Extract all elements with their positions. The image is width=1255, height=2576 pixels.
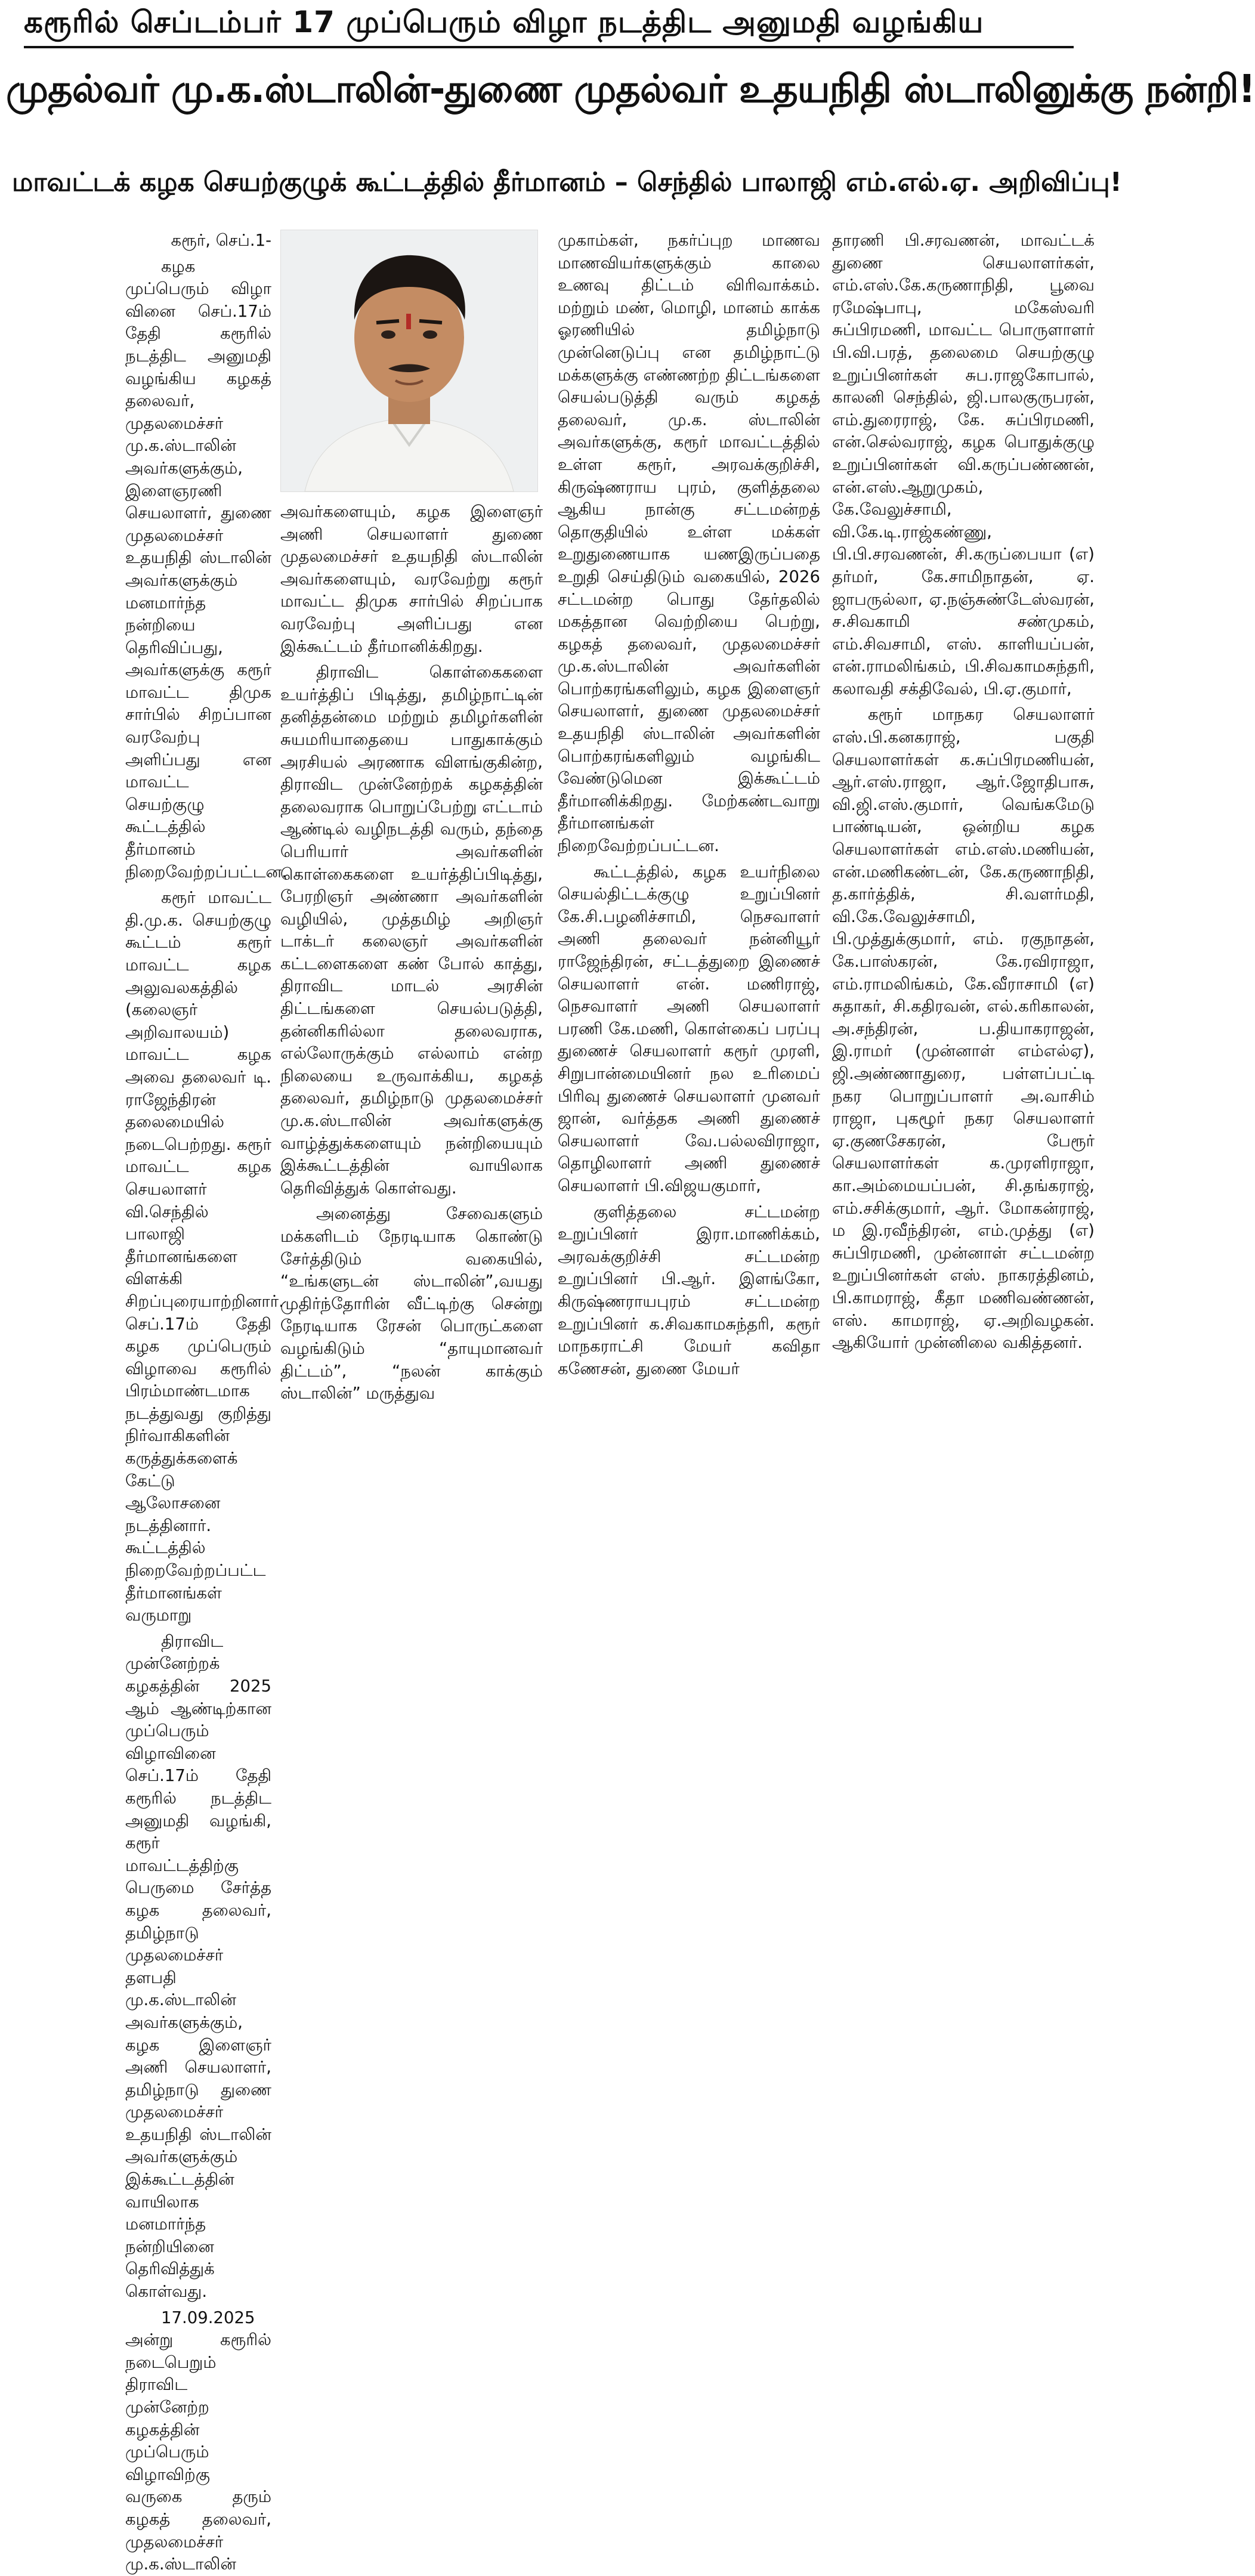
main-headline: முதல்வர் மு.க.ஸ்டாலின்-துணை முதல்வர் உதயநிதி ஸ்டாலினுக்கு நன்றி! [6,67,1255,112]
paragraph: அவர்களையும், கழக இளைஞர் அணி செயலாளர் துணை முதலமைச்சர் உதயநிதி ஸ்டாலின் அவர்களையும், வரவேற்று கரூர் மாவட்ட திமுக சார்பில் சிறப்பாக வரவேற்பு அளிப்பது என இக்கூட்டம் தீர்மானிக்கிறது. [280,502,543,656]
paragraph: குளித்தலை சட்டமன்ற உறுப்பினர் இரா.மாணிக்கம், அரவக்குறிச்சி சட்டமன்ற உறுப்பினர் பி.ஆர். இளங்கோ, கிருஷ்ணராயபுரம் சட்டமன்ற உறுப்பினர் க.சிவகாமசுந்தரி, கரூர் மாநகராட்சி மேயர் கவிதா கணேசன், துணை மேயர் [558,1202,820,1378]
paragraph: முகாம்கள், நகர்ப்புற மாணவ மாணவியர்களுக்கும் காலை உணவு திட்டம் விரிவாக்கம். மற்றும் மண், மொழி, மானம் காக்க ஓரணியில் தமிழ்நாடு முன்னெடுப்பு என தமிழ்நாட்டு மக்களுக்கு எண்ணற்ற திட்டங்களை செயல்படுத்தி வரும் கழகத் தலைவர், மு.க. ஸ்டாலின் அவர்களுக்கு, கரூர் மாவட்டத்தில் உள்ள கரூர், அரவக்குறிச்சி, கிருஷ்ணராய புரம், குளித்தலை ஆகிய நான்கு சட்டமன்றத் தொகுதியில் உள்ள மக்கள் உறுதுணையாக யணஇருப்பதை உறுதி செய்திடும் வகையில், 2026 சட்டமன்ற பொது தேர்தலில் மகத்தான வெற்றியை பெற்று, கழகத் தலைவர், முதலமைச்சர் மு.க.ஸ்டாலின் அவர்களின் பொற்கரங்களிலும், கழக இளைஞர் செயலாளர், துணை முதலமைச்சர் உதயநிதி ஸ்டாலின் அவர்களின் பொற்கரங்களிலும் வழங்கிட வேண்டுமென இக்கூட்டம் தீர்மானிக்கிறது. மேற்கண்டவாறு தீர்மானங்கள் நிறைவேற்றப்பட்டன. [558,231,820,856]
paragraph: அனைத்து சேவைகளும் மக்களிடம் நேரடியாக கொண்டு சேர்த்திடும் வகையில், “உங்களுடன் ஸ்டாலின்”,வயது முதிர்ந்தோரின் வீட்டிற்கு சென்று நேரடியாக ரேசன் பொருட்களை வழங்கிடும் “தாயுமானவர் திட்டம்”, “நலன் காக்கும் ஸ்டாலின்” மருத்துவ [280,1204,543,1403]
paragraph: கழக முப்பெரும் விழா வினை செப்.17ம் தேதி கரூரில் நடத்திட அனுமதி வழங்கிய கழகத் தலைவர், முதலமைச்சர் மு.க.ஸ்டாலின் அவர்களுக்கும், இளைஞரணி செயலாளர், துணை முதலமைச்சர் உதயநிதி ஸ்டாலின் அவர்களுக்கும் மனமார்ந்த நன்றியை தெரிவிப்பது, அவர்களுக்கு கரூர் மாவட்ட திமுக சார்பில் சிறப்பான வரவேற்பு அளிப்பது என மாவட்ட செயற்குழு கூட்டத்தில் தீர்மானம் நிறைவேற்றப்பட்டன. [125,256,287,882]
paragraph: திராவிட கொள்கைகளை உயர்த்திப் பிடித்து, தமிழ்நாட்டின் தனித்தன்மை மற்றும் தமிழர்களின் சுயமரியாதையை பாதுகாக்கும் அரசியல் அரணாக விளங்குகின்ற, திராவிட முன்னேற்றக் கழகத்தின் தலைவராக பொறுப்பேற்று எட்டாம் ஆண்டில் வழிநடத்தி வரும், தந்தை பெரியார் அவர்களின் கொள்கைகளை உயர்த்திப்பிடித்து, பேரறிஞர் அண்ணா அவர்களின் வழியில், முத்தமிழ் அறிஞர் டாக்டர் கலைஞர் அவர்களின் கட்டளைகளை கண் போல் காத்து, திராவிட மாடல் அரசின் திட்டங்களை செயல்படுத்தி, தன்னிகரில்லா தலைவராக, எல்லோருக்கும் எல்லாம் என்ற நிலையை உருவாக்கிய, கழகத் தலைவர், தமிழ்நாடு முதலமைச்சர் மு.க.ஸ்டாலின் அவர்களுக்கு வாழ்த்துக்களையும் நன்றியையும் இக்கூட்டத்தின் வாயிலாக தெரிவித்துக் கொள்வது. [280,663,543,1198]
column-3 [558,230,820,1703]
paragraph: தாரணி பி.சரவணன், மாவட்டக் துணை செயலாளர்கள், எம்.எஸ்.கே.கருணாநிதி, பூவை ரமேஷ்பாபு, மகேஸ்வரி சுப்பிரமணி, மாவட்ட பொருளாளர் பி.வி.பரத், தலைமை செயற்குழு உறுப்பினர்கள் சுப.ராஜகோபால், காலனி செந்தில், ஜி.பாலகுருபரன், எம்.துரைராஜ், கே. சுப்பிரமணி, என்.செல்வராஜ், கழக பொதுக்குழு உறுப்பினர்கள் வி.கருப்பண்ணன், என்.எஸ்.ஆறுமுகம், கே.வேலுச்சாமி, வி.கே.டி.ராஜ்கண்ணு, பி.பி.சரவணன், சி.கருப்பையா (எ) தர்மர், கே.சாமிநாதன், ஏ. ஜாபருல்லா, ஏ.நஞ்சுண்டேஸ்வரன், ச.சிவகாமி சண்முகம், எம்.சிவசாமி, எஸ். காளியப்பன், என்.ராமலிங்கம், பி.சிவகாமசுந்தரி, கலாவதி சக்திவேல், பி.ஏ.குமார், [832,231,1095,698]
paragraph: 17.09.2025 அன்று கரூரில் நடைபெறும் திராவிட முன்னேற்ற கழகத்தின் முப்பெரும் விழாவிற்கு வருகை தரும் கழகத் தலைவர், முதலமைச்சர் மு.க.ஸ்டாலின் [125,2308,271,2574]
dateline: கரூர், செப்.1- [171,231,271,250]
paragraph: திராவிட முன்னேற்றக் கழகத்தின் 2025 ஆம் ஆண்டிற்கான முப்பெரும் விழாவினை செப்.17ம் தேதி கரூரில் நடத்திட அனுமதி வழங்கி, கரூர் மாவட்டத்திற்கு பெருமை சேர்த்த கழக தலைவர், தமிழ்நாடு முதலமைச்சர் தளபதி மு.க.ஸ்டாலின் அவர்களுக்கும், கழக இளைஞர் அணி செயலாளர், தமிழ்நாடு துணை முதலமைச்சர் உதயநிதி ஸ்டாலின் அவர்களுக்கும் இக்கூட்டத்தின் வாயிலாக மனமார்ந்த நன்றியினை தெரிவித்துக் கொள்வது. [125,1631,271,2302]
column-1 [125,230,287,2574]
column-2 [280,501,543,1703]
sub-headline: மாவட்டக் கழக செயற்குழுக் கூட்டத்தில் தீர்மானம் – செந்தில் பாலாஜி எம்.எல்.ஏ. அறிவிப்பு! [12,167,1122,197]
paragraph: கரூர் மாவட்ட தி.மு.க. செயற்குழு கூட்டம் கரூர் மாவட்ட கழக அலுவலகத்தில் (கலைஞர் அறிவாலயம்) மாவட்ட கழக அவை தலைவர் டி. ராஜேந்திரன் தலைமையில் நடைபெற்றது. கரூர் மாவட்ட கழக செயலாளர் வி.செந்தில் பாலாஜி தீர்மானங்களை விளக்கி சிறப்புரையாற்றினார். செப்.17ம் தேதி கழக முப்பெரும் விழாவை கரூரில் பிரம்மாண்டமாக நடத்துவது குறித்து நிர்வாகிகளின் கருத்துக்களைக் கேட்டு ஆலோசனை நடத்தினார். கூட்டத்தில் நிறைவேற்றப்பட்ட தீர்மானங்கள் வருமாறு [125,888,284,1625]
portrait-illustration [281,230,537,491]
portrait-photo [280,230,538,492]
paragraph: கூட்டத்தில், கழக உயர்நிலை செயல்திட்டக்குழு உறுப்பினர் கே.சி.பழனிச்சாமி, நெசவாளர் அணி தலைவர் நன்னியூர் ராஜேந்திரன், சட்டத்துறை இணைச் செயலாளர் என். மணிராஜ், நெசவாளர் அணி செயலாளர் பரணி கே.மணி, கொள்கைப் பரப்பு துணைச் செயலாளர் கரூர் முரளி, சிறுபான்மையினர் நல உரிமைப் பிரிவு துணைச் செயலாளர் முனவர் ஜான், வர்த்தக அணி துணைச் செயலாளர் வே.பல்லவிராஜா, தொழிலாளர் அணி துணைச் செயலாளர் பி.விஜயகுமார், [558,862,820,1195]
kicker-headline: கரூரில் செப்டம்பர் 17 முப்பெரும் விழா நடத்திட அனுமதி வழங்கிய [24,5,1074,48]
paragraph: கரூர் மாநகர செயலாளர் எஸ்.பி.கனகராஜ், பகுதி செயலாளர்கள் க.சுப்பிரமணியன், ஆர்.எஸ்.ராஜா, ஆர்.ஜோதிபாசு, வி.ஜி.எஸ்.குமார், வெங்கமேடு பாண்டியன், ஒன்றிய கழக செயலாளர்கள் எம்.எஸ்.மணியன், என்.மணிகண்டன், கே.கருணாநிதி, த.கார்த்திக், சி.வளர்மதி, வி.கே.வேலுச்சாமி, பி.முத்துக்குமார், எம். ரகுநாதன், கே.பாஸ்கரன், கே.ரவிராஜா, எம்.ராமலிங்கம், கே.வீராசாமி (எ) சுதாகர், சி.கதிரவன், எல்.கரிகாலன், அ.சந்திரன், ப.தியாகராஜன், இ.ராமர் (முன்னாள் எம்எல்ஏ), ஜி.அண்ணாதுரை, பள்ளப்பட்டி நகர பொறுப்பாளர் அ.வாசிம் ராஜா, புகழூர் நகர செயலாளர் ஏ.குணசேகரன், பேரூர் செயலாளர்கள் க.முரளிராஜா, கா.அம்மையப்பன், சி.தங்கராஜ், எம்.சசிக்குமார், ஆர். மோகன்ராஜ், ம இ.ரவீந்திரன், எம்.முத்து (எ) சுப்பிரமணி, முன்னாள் சட்டமன்ற உறுப்பினர்கள் எஸ். நாகரத்தினம், பி.காமராஜ், கீதா மணிவண்ணன், எஸ். காமராஜ், ஏ.அறிவழகன். ஆகியோர் முன்னிலை வகித்தனர். [832,705,1095,1353]
column-4 [832,230,1095,1703]
